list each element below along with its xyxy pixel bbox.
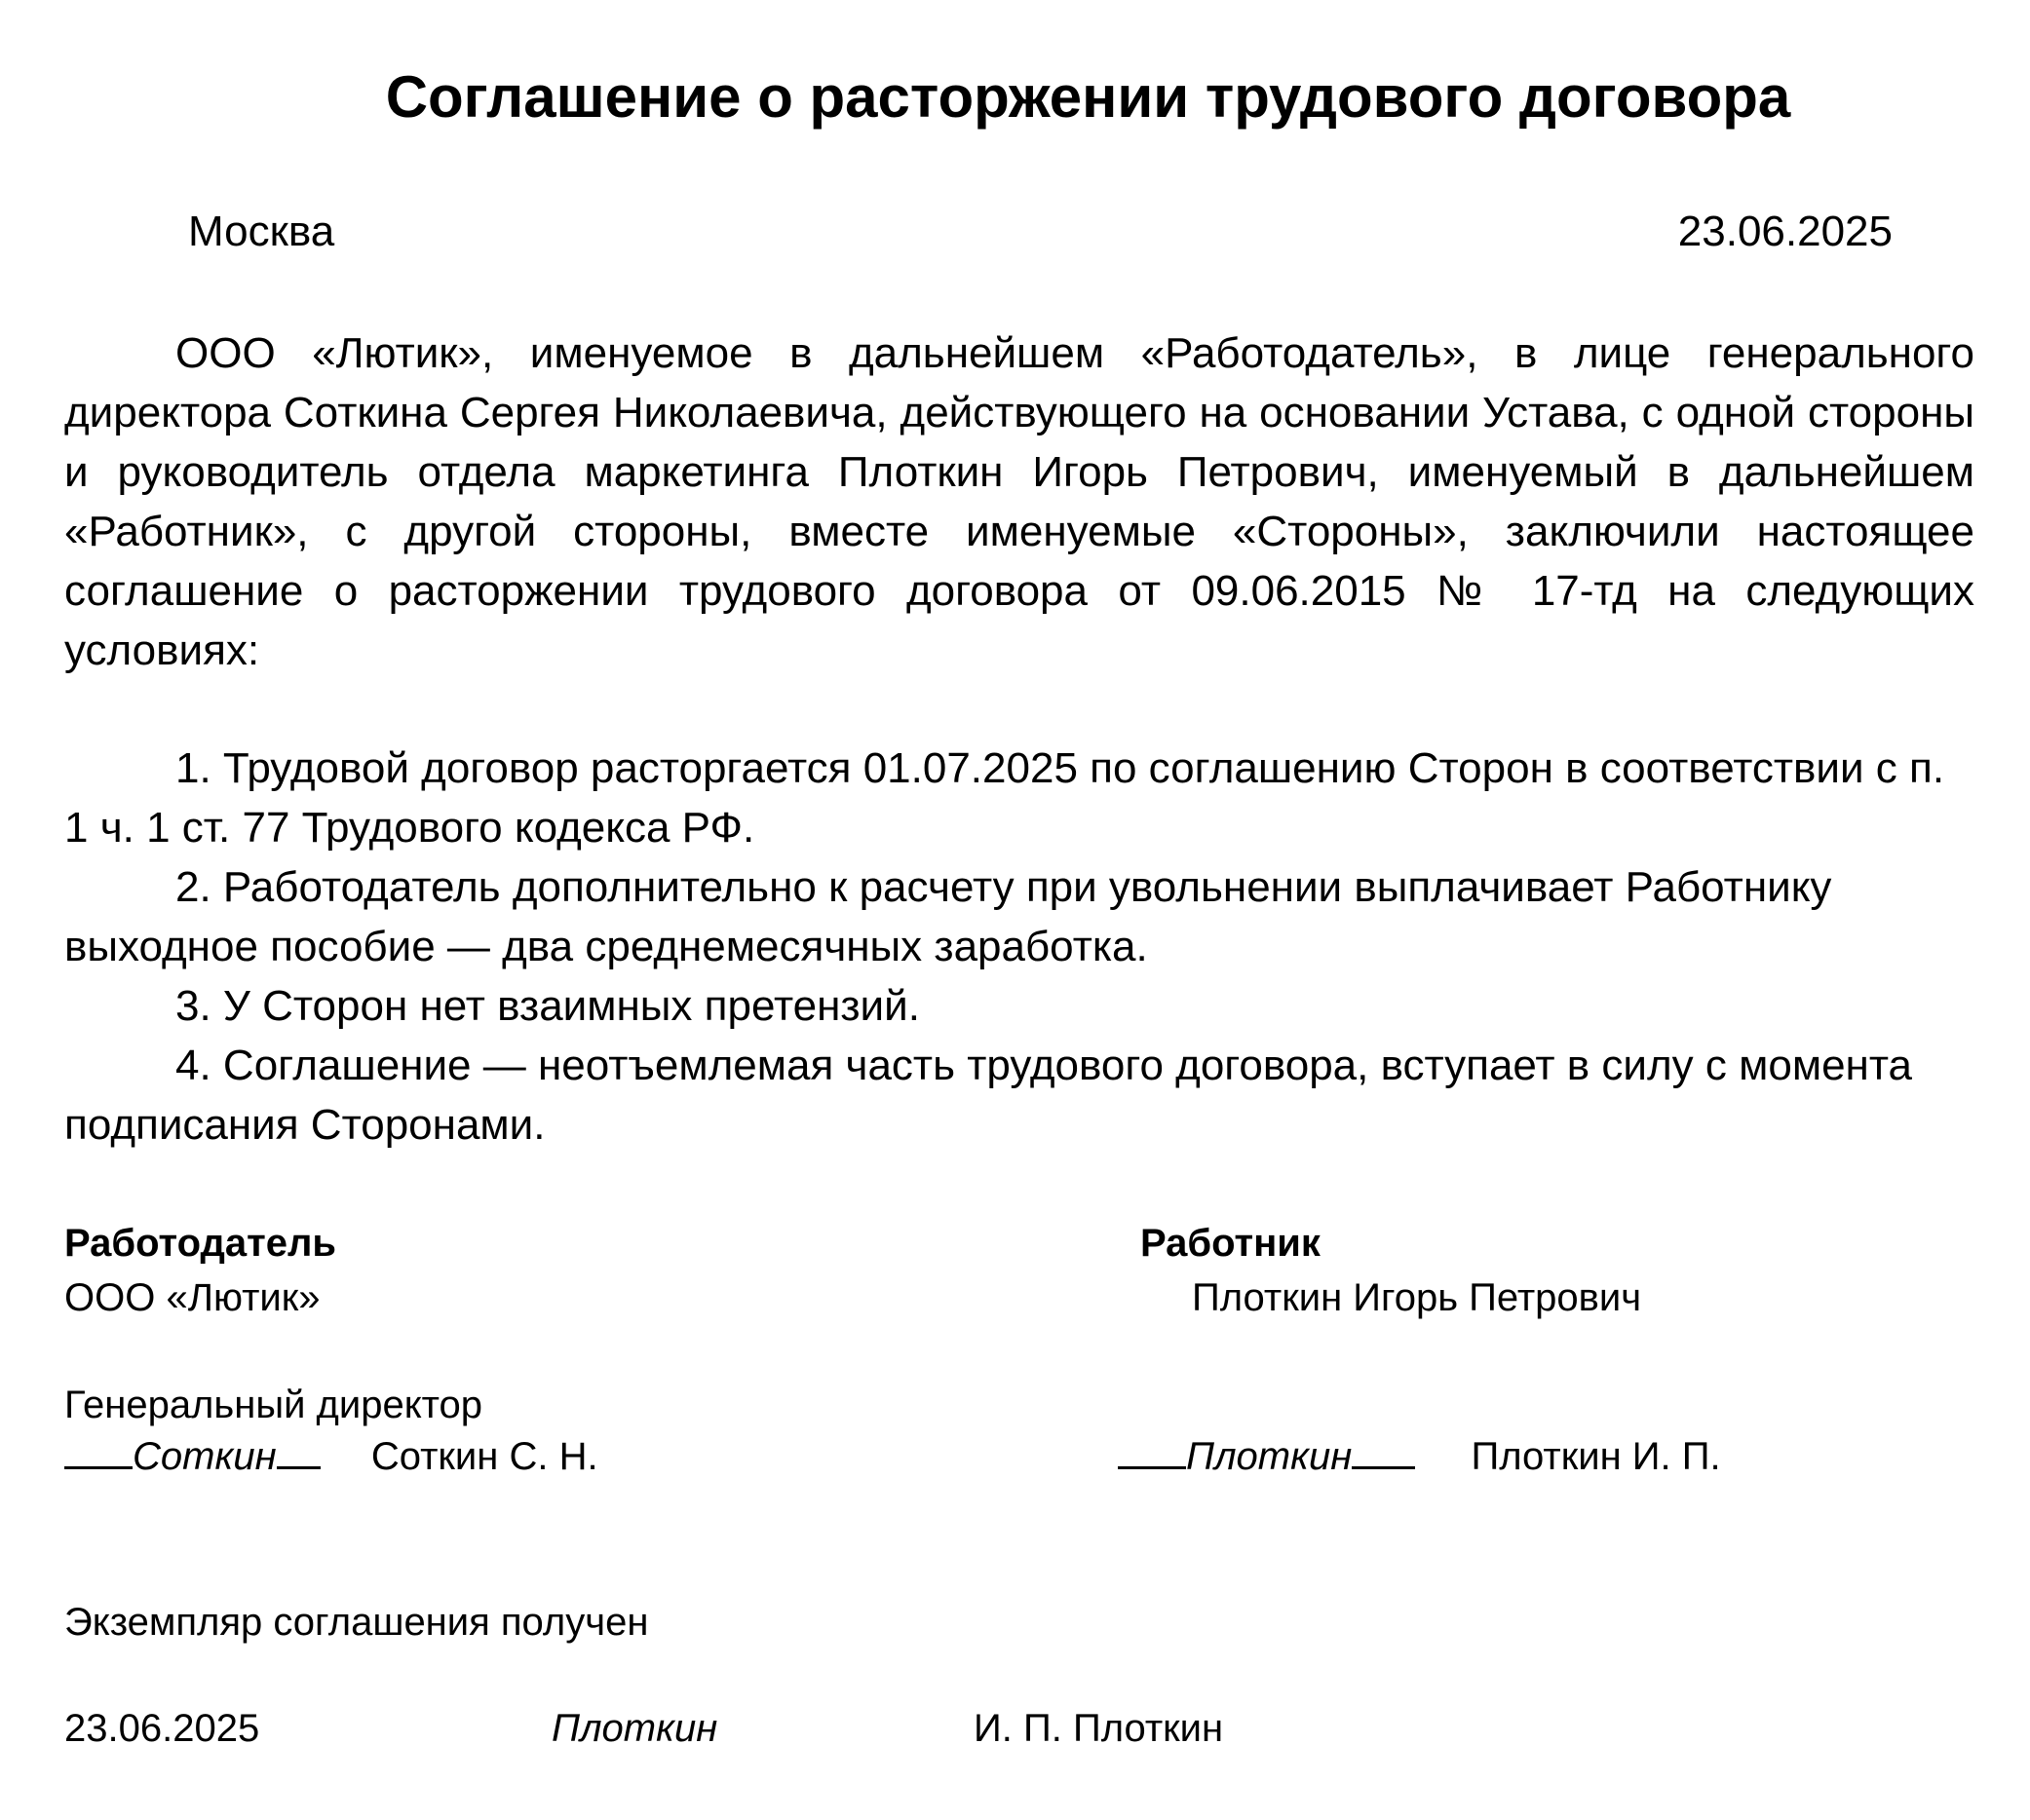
employer-name: Соткин С. Н. [370,1435,598,1478]
employer-heading: Работодатель [64,1222,336,1265]
clauses-list [64,739,1974,1155]
signature-line [1352,1462,1415,1469]
clause-item: 2. Работодатель дополнительно к расчету при увольнении выплачивает Работнику выходное пособие — два среднемесячных заработка. [64,863,1832,970]
clause-item: 4. Соглашение — неотъемлемая часть трудового договора, вступает в силу с момента подписания Сторонами. [64,1042,1912,1149]
employer-signature: Соткин [133,1435,277,1478]
receipt-date: 23.06.2025 [64,1707,260,1750]
receipt-signature: Плоткин [552,1707,718,1750]
worker-signature-row [1118,1437,1721,1476]
worker-fullname: Плоткин Игорь Петрович [1192,1276,1642,1319]
intro-paragraph: ООО «Лютик», именуемое в дальнейшем «Работодатель», в лице генерального директора Соткина Сергея Николаевича, действующего на основании Устава, с одной стороны и руководитель отдела маркетинга Плоткин Игорь Петрович, именуемый в дальнейшем «Работник», с другой стороны, вместе именуемые «Стороны», заключили настоящее соглашение о расторжении трудового договора от 09.06.2015 № 17-тд на следующих условиях: [64,329,1974,674]
signature-line [1118,1462,1186,1469]
worker-heading: Работник [1140,1222,1321,1265]
signature-line [64,1462,133,1469]
employer-signature-row [64,1437,598,1476]
city: Москва [188,208,335,255]
document-title: Соглашение о расторжении трудового договора [385,64,1791,130]
worker-name: Плоткин И. П. [1471,1435,1721,1478]
receipt-name: И. П. Плоткин [974,1707,1224,1750]
signature-line [277,1462,321,1469]
employer-org: ООО «Лютик» [64,1276,321,1319]
clause-item: 1. Трудовой договор расторгается 01.07.2025 по соглашению Сторон в соответствии с п. 1 ч. 1 ст. 77 Трудового кодекса РФ. [64,744,1945,852]
worker-signature: Плоткин [1186,1435,1353,1478]
clause-item: 3. У Сторон нет взаимных претензий. [175,982,920,1030]
employer-position: Генеральный директор [64,1384,483,1426]
receipt-label: Экземпляр соглашения получен [64,1601,649,1644]
intro-section [64,323,1974,680]
document-date: 23.06.2025 [1677,208,1893,255]
